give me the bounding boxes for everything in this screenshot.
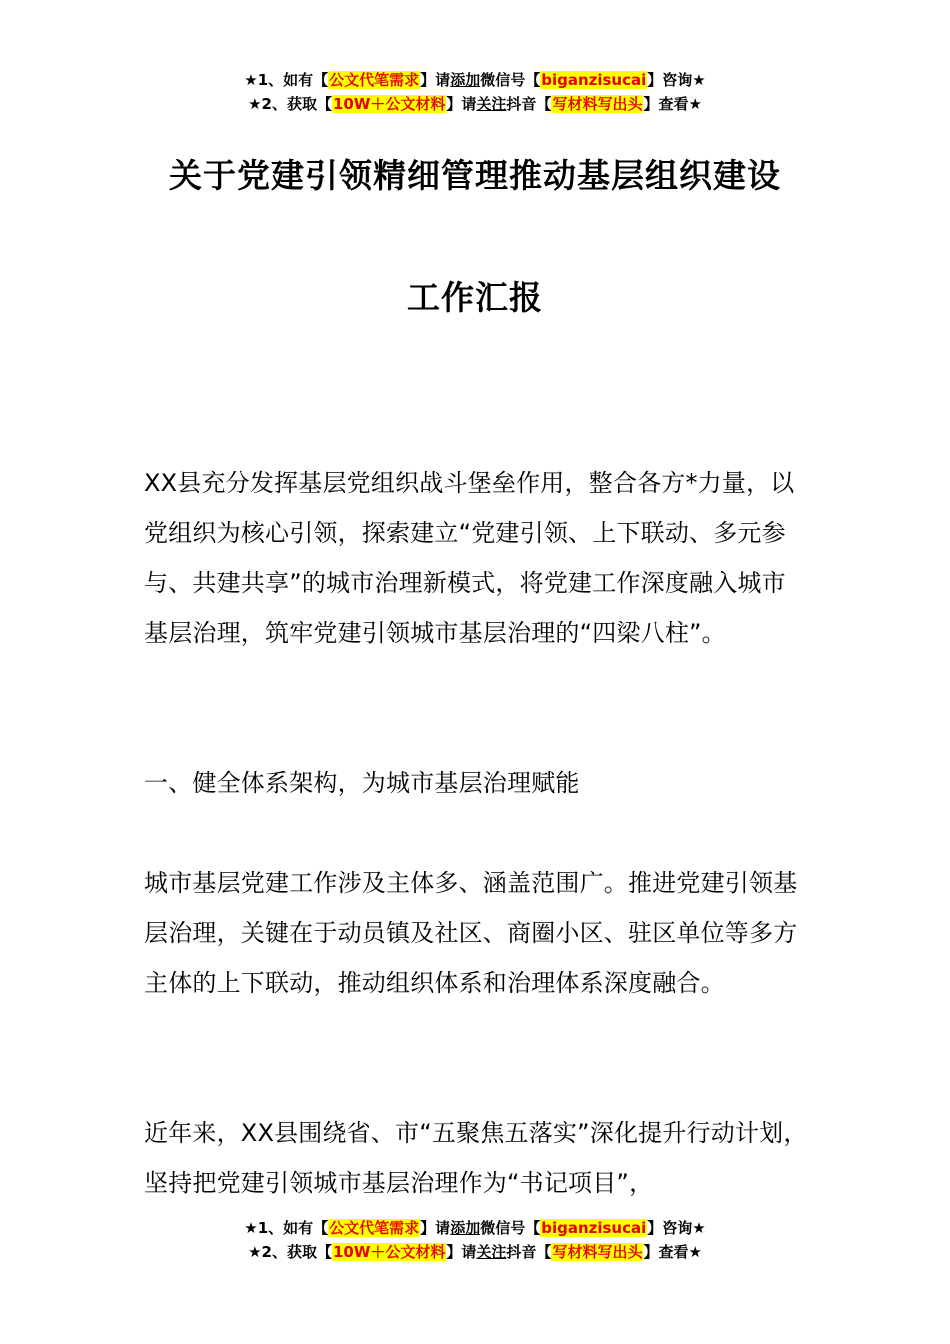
banner-highlight-douyin: 写材料写出头: [552, 95, 643, 113]
footer-banner-line-2: [0, 1240, 950, 1264]
footer-line-2-mid2: 抖音【: [506, 1243, 552, 1261]
footer-highlight-wechat-id: biganzisucai: [541, 1219, 647, 1237]
footer-line-1-mid2: 微信号【: [480, 1219, 541, 1237]
banner-line-2: [0, 92, 950, 116]
banner-underline-add: 添加: [450, 71, 481, 89]
banner-highlight-wechat-id: biganzisucai: [541, 71, 647, 89]
banner-highlight-materials: 10W＋公文材料: [332, 95, 446, 113]
footer-line-1-prefix: ★1、如有【: [244, 1219, 329, 1237]
banner-line-2-prefix: ★2、获取【: [248, 95, 332, 113]
footer-highlight-douyin: 写材料写出头: [552, 1243, 643, 1261]
paragraph-section-1: 城市基层党建工作涉及主体多、涵盖范围广。推进党建引领基层治理，关键在于动员镇及社区、商圈小区、驻区单位等多方主体的上下联动，推动组织体系和治理体系深度融合。: [144, 869, 798, 997]
banner-line-2-mid2: 抖音【: [506, 95, 552, 113]
footer-line-2-prefix: ★2、获取【: [248, 1243, 332, 1261]
footer-line-2-mid1: 】请: [446, 1243, 477, 1261]
footer-underline-follow: 关注: [476, 1243, 507, 1261]
document-title-line-2: 工作汇报: [407, 278, 543, 317]
paragraph-intro: XX县充分发挥基层党组织战斗堡垒作用，整合各方*力量，以党组织为核心引领，探索建立“党建引领、上下联动、多元参与、共建共享”的城市治理新模式，将党建工作深度融入城市基层治理，筑牢党建引领城市基层治理的“四梁八柱”。: [144, 469, 795, 647]
banner-line-2-suffix: 】查看★: [643, 95, 702, 113]
header-banner: [0, 68, 950, 116]
section-heading-1: 一、健全体系架构，为城市基层治理赋能: [144, 769, 580, 797]
paragraph-recent-years: 近年来，XX县围绕省、市“五聚焦五落实”深化提升行动计划，坚持把党建引领城市基层治理作为“书记项目”，: [144, 1119, 808, 1197]
banner-underline-follow: 关注: [476, 95, 507, 113]
footer-underline-add: 添加: [450, 1219, 481, 1237]
footer-line-1-suffix: 】咨询★: [647, 1219, 706, 1237]
banner-line-1-prefix: ★1、如有【: [244, 71, 329, 89]
document-title-line-1: 关于党建引领精细管理推动基层组织建设: [169, 156, 781, 195]
banner-line-1-mid2: 微信号【: [480, 71, 541, 89]
banner-highlight-ghostwriting: 公文代笔需求: [329, 71, 420, 89]
footer-banner-line-1: [0, 1216, 950, 1240]
footer-highlight-ghostwriting: 公文代笔需求: [329, 1219, 420, 1237]
banner-line-1: [0, 68, 950, 92]
banner-line-1-mid1: 】请: [420, 71, 451, 89]
footer-banner: [0, 1216, 950, 1264]
banner-line-1-suffix: 】咨询★: [647, 71, 706, 89]
footer-line-2-suffix: 】查看★: [643, 1243, 702, 1261]
banner-line-2-mid1: 】请: [446, 95, 477, 113]
footer-line-1-mid1: 】请: [420, 1219, 451, 1237]
footer-highlight-materials: 10W＋公文材料: [332, 1243, 446, 1261]
